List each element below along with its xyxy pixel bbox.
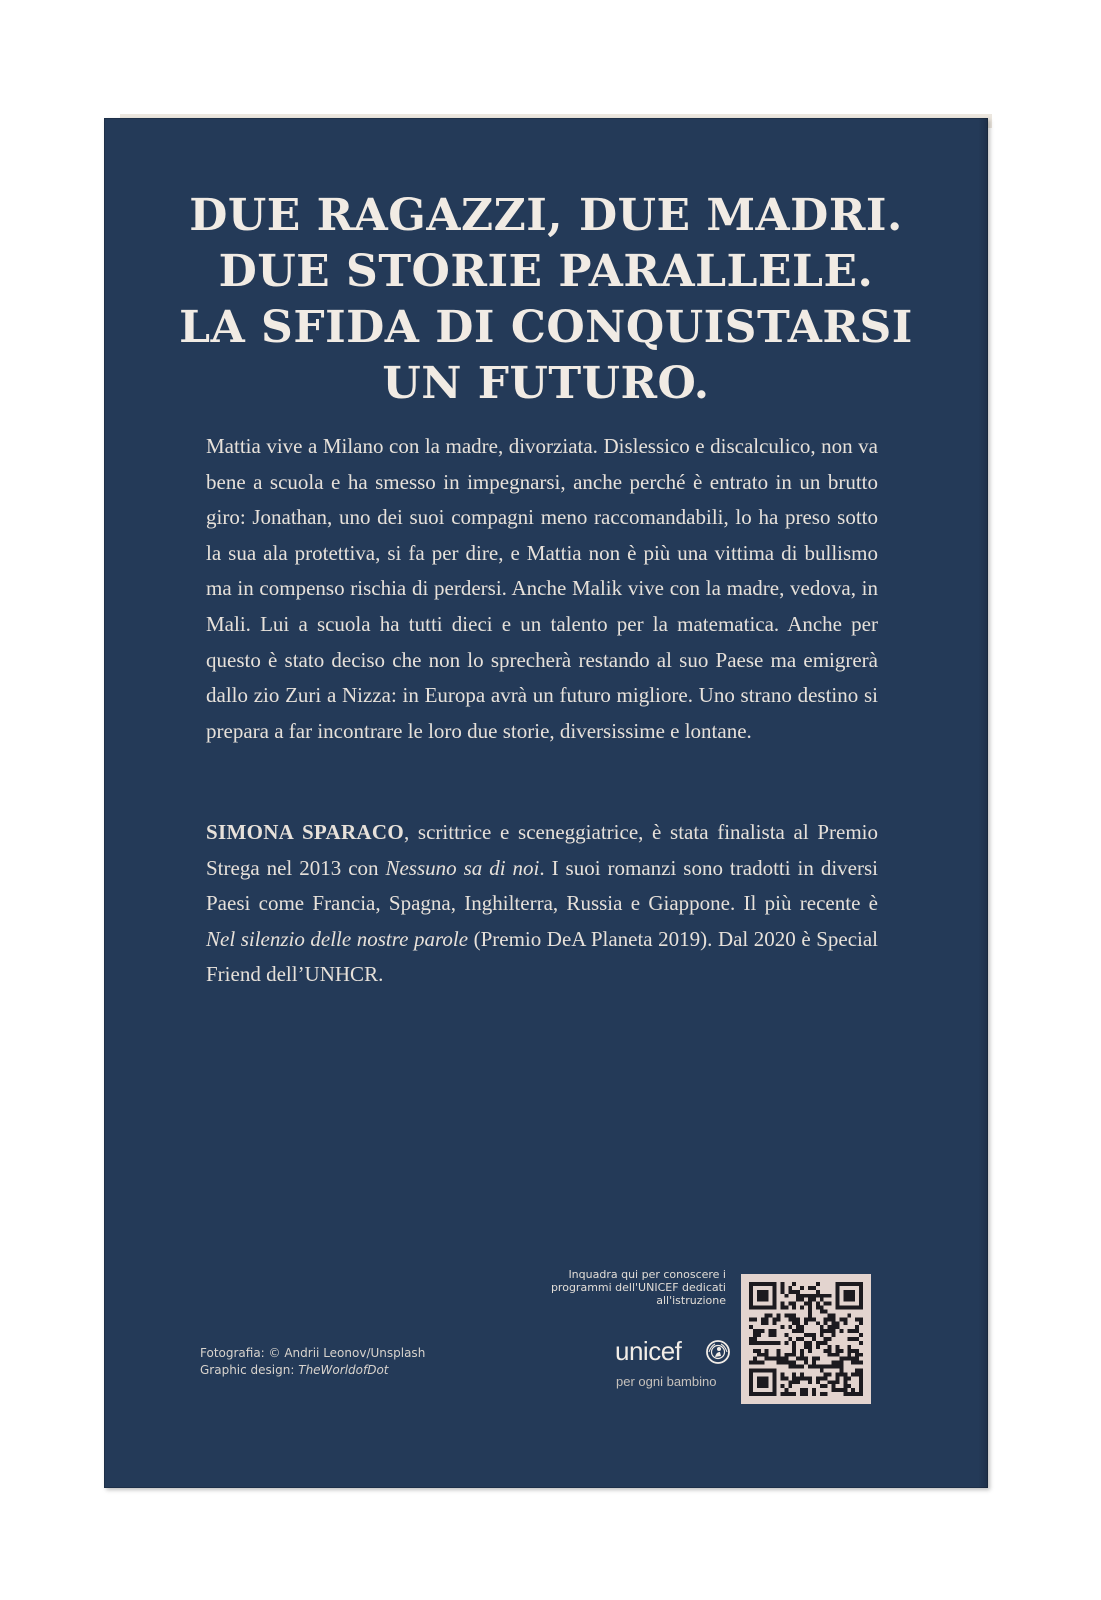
bio-text-3: (Premio DeA Planeta 2019). Dal 2020 è Special Friend dell’UNHCR. bbox=[206, 926, 878, 987]
qr-caption: Inquadra qui per conoscere i programmi dell'UNICEF dedicati all'istruzione bbox=[550, 1268, 726, 1307]
bio-text-2: . I suoi romanzi sono tradotti in diversi Paesi come Francia, Spagna, Inghilterra, Russia e Giappone. Il più recente è bbox=[206, 855, 879, 916]
bio-text-1: , scrittrice e sceneggiatrice, è stata finalista al Premio Strega nel 2013 con bbox=[206, 820, 879, 880]
synopsis-paragraph: Mattia vive a Milano con la madre, divorziata. Dislessico e discalculico, non va bene a scuola e ha smesso in impegnarsi, anche perché è entrato in un brutto giro: Jonathan, uno dei suoi compagni meno raccomandabili, lo ha preso sotto la sua ala protettiva, si fa per dire, e Mattia non è più una vittima di bullismo ma in compenso rischia di perdersi. Anche Malik vive con la madre, vedova, in Mali. Lui a scuola ha tutti dieci e un talento per la matematica. Anche per questo è stato deciso che non lo sprecherà restando al suo Paese ma emigrerà dallo zio Zuri a Nizza: in Europa avrà un futuro migliore. Uno strano destino si prepara a far incontrare le loro due storie, diversissime e lontane. bbox=[206, 434, 878, 743]
unicef-logo-text: unicef bbox=[615, 1336, 682, 1366]
headline-line-2: DUE STORIE PARALLELE. bbox=[218, 246, 874, 297]
headline bbox=[104, 188, 988, 412]
headline-line-3: LA SFIDA DI CONQUISTARSI bbox=[179, 302, 913, 353]
credits bbox=[200, 1345, 425, 1379]
author-name: SIMONA SPARACO bbox=[206, 820, 404, 844]
unicef-emblem-icon bbox=[706, 1340, 730, 1364]
design-credit bbox=[200, 1362, 425, 1379]
qr-code[interactable] bbox=[741, 1274, 871, 1404]
book-title-1: Nessuno sa di noi bbox=[385, 855, 540, 880]
photo-credit: Fotografia: © Andrii Leonov/Unsplash bbox=[200, 1346, 426, 1360]
qr-code-icon bbox=[749, 1282, 863, 1396]
author-bio-paragraph bbox=[206, 815, 878, 993]
design-credit-label: Graphic design: bbox=[200, 1363, 299, 1377]
headline-line-4: UN FUTURO. bbox=[382, 358, 710, 409]
unicef-tagline: per ogni bambino bbox=[616, 1374, 717, 1389]
book-back-cover bbox=[104, 118, 988, 1488]
design-credit-name: TheWorldofDot bbox=[298, 1363, 389, 1377]
headline-line-1: DUE RAGAZZI, DUE MADRI. bbox=[189, 190, 903, 241]
book-title-2: Nel silenzio delle nostre parole bbox=[206, 926, 469, 951]
